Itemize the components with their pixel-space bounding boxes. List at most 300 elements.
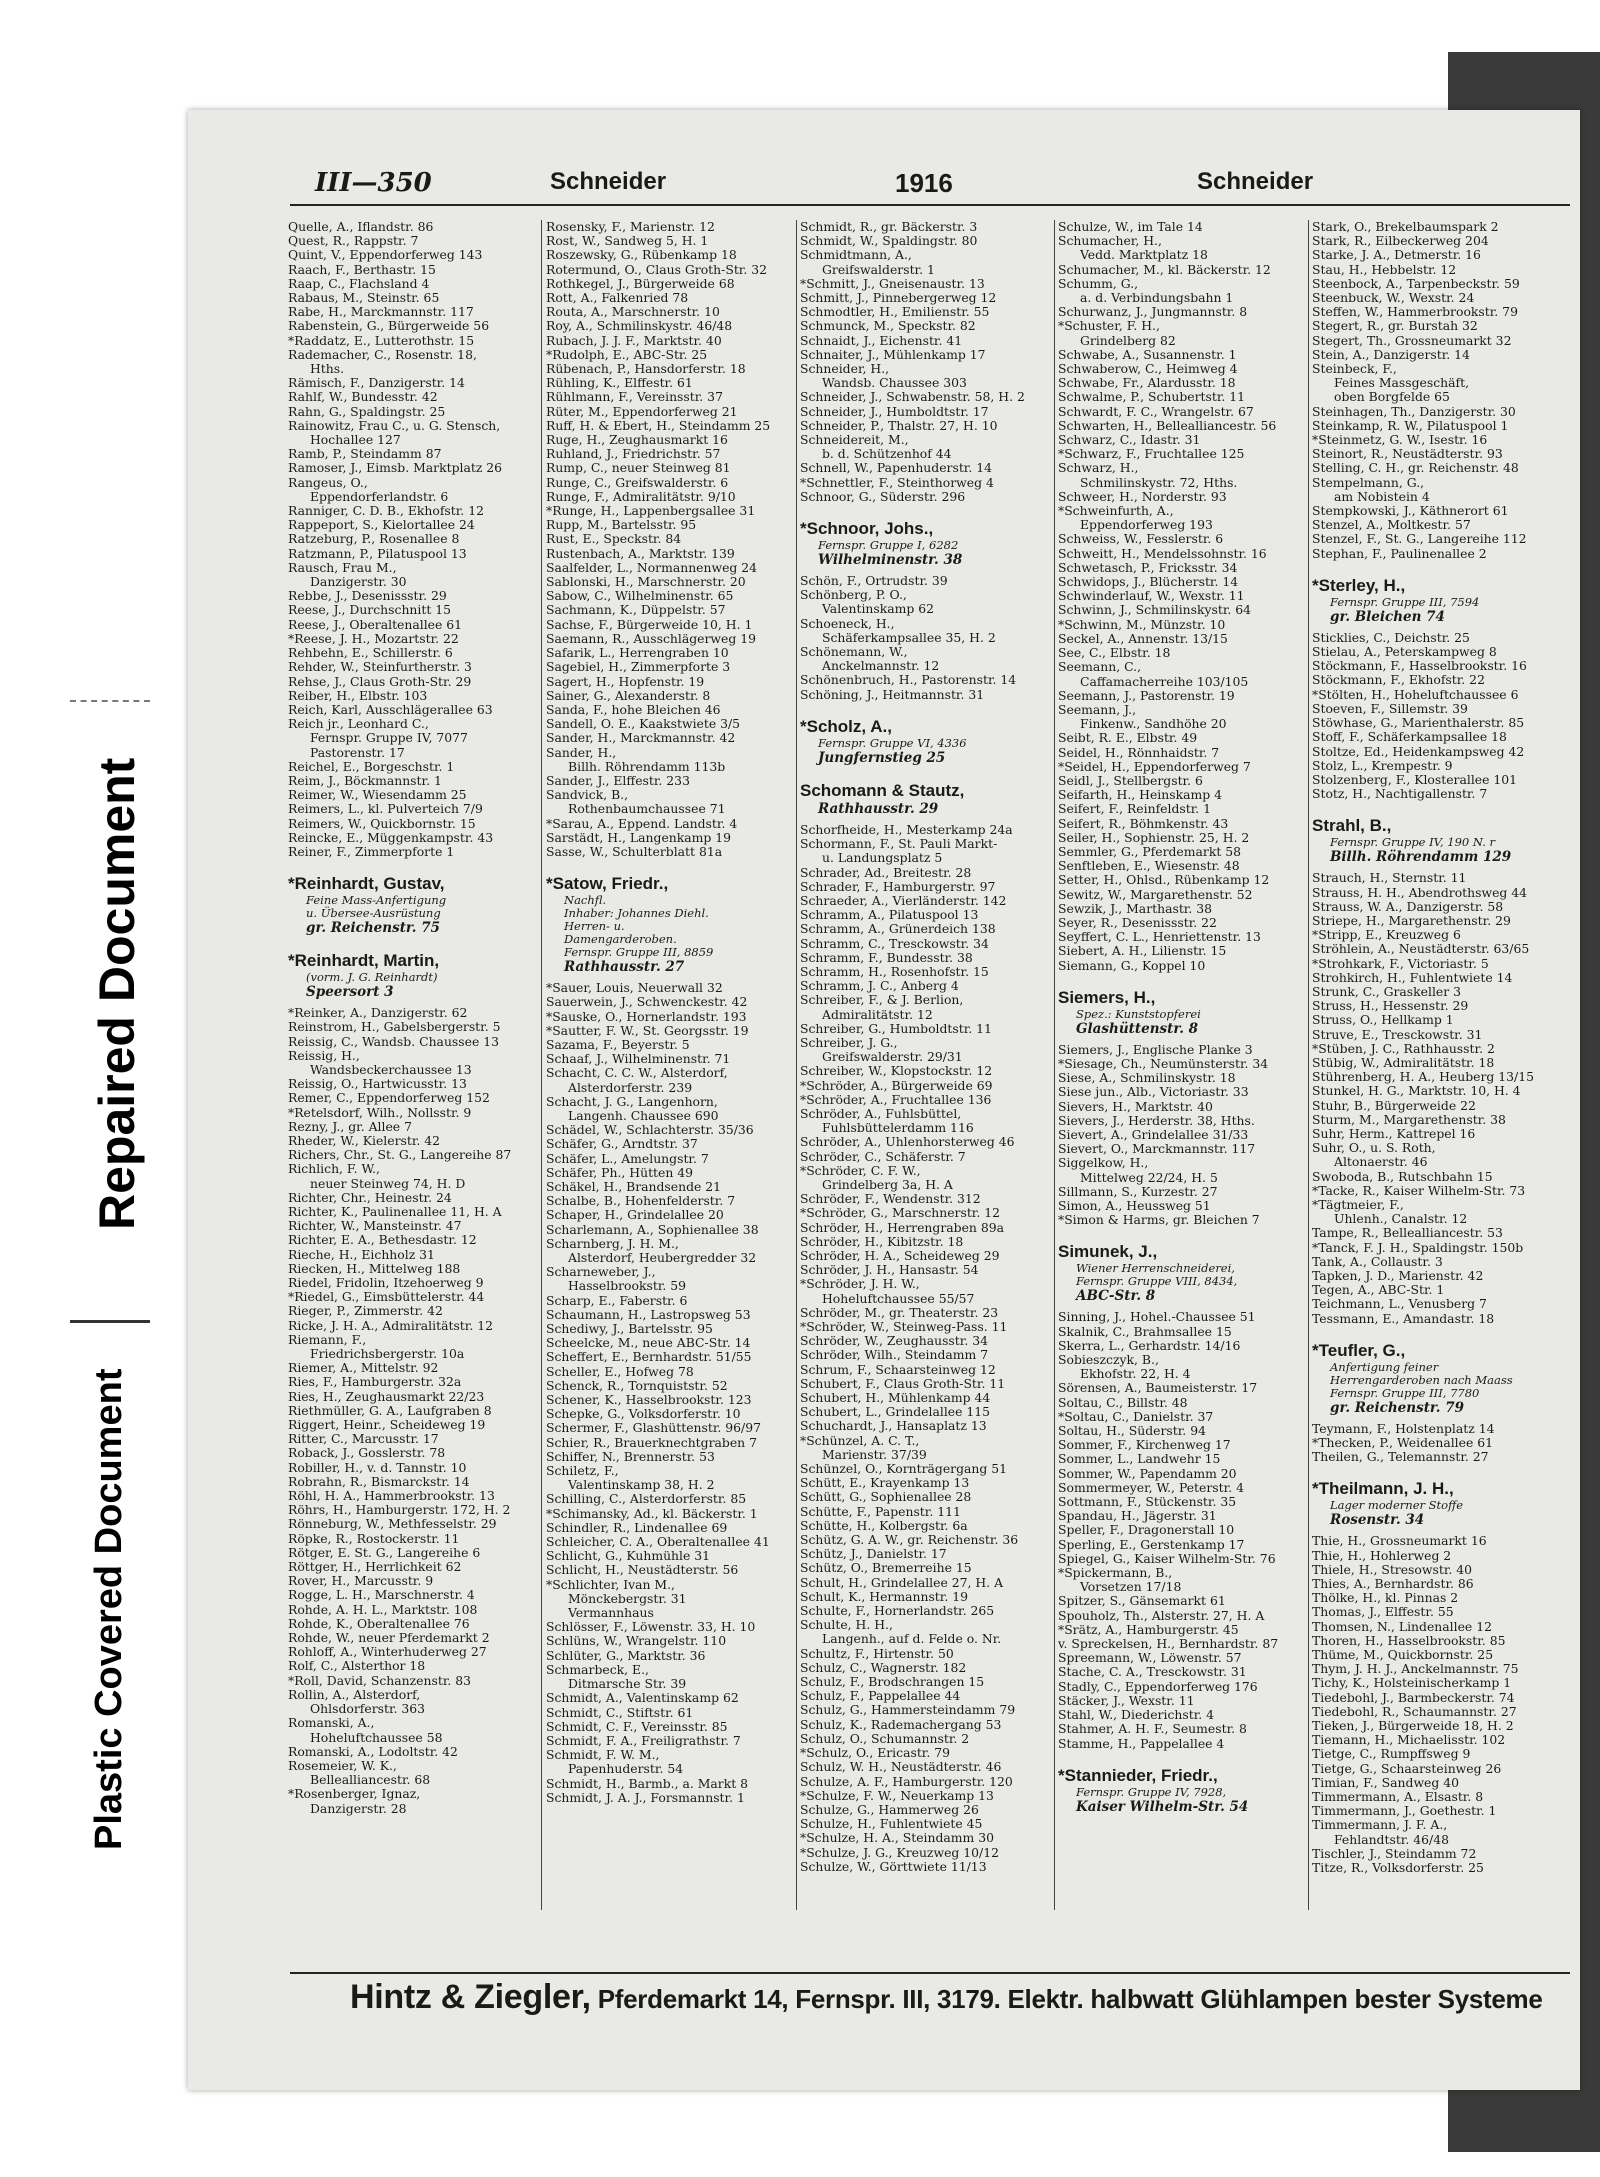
directory-entry: Schönenbruch, H., Pastorenstr. 14 xyxy=(800,673,1017,688)
directory-entry: Rainowitz, Frau C., u. G. Stensch, xyxy=(288,418,501,433)
directory-entry: Rupp, M., Bartelsstr. 95 xyxy=(546,518,697,533)
directory-entry: Schrum, F., Schaarsteinweg 12 xyxy=(800,1362,996,1377)
directory-entry: Skalnik, C., Brahmsallee 15 xyxy=(1058,1324,1232,1339)
directory-entry: Schröder, C., Schäferstr. 7 xyxy=(800,1149,966,1164)
directory-entry: Seibt, R. E., Elbstr. 49 xyxy=(1058,731,1198,746)
directory-entry: Schöning, J., Heitmannstr. 31 xyxy=(800,687,985,702)
directory-entry: Schormann, F., St. Pauli Markt- xyxy=(800,837,998,852)
directory-entry: Reich jr., Leonhard C., xyxy=(288,717,429,732)
directory-entry: *Schwarz, F., Fruchtallee 125 xyxy=(1058,447,1245,462)
directory-entry: Tietge, C., Rumpffsweg 9 xyxy=(1312,1747,1471,1762)
directory-entry: Titze, R., Volksdorferstr. 25 xyxy=(1312,1861,1484,1876)
directory-entry: Scharnberg, J. H. M., xyxy=(546,1236,679,1251)
directory-entry: Ranniger, C. D. B., Ekhofstr. 12 xyxy=(288,504,484,519)
directory-entry: *Schuster, F. H., xyxy=(1058,319,1160,334)
directory-entry: Teymann, F., Holstenplatz 14 xyxy=(1312,1421,1495,1436)
directory-entry: Tessmann, E., Amandastr. 18 xyxy=(1312,1311,1495,1326)
directory-entry: Sagebiel, H., Zimmerpforte 3 xyxy=(546,660,731,675)
advertisement-line: Fernspr. Gruppe IV, 190 N. r xyxy=(1330,835,1496,850)
directory-entry: Scharneweber, J., xyxy=(546,1265,656,1280)
directory-entry: Sachse, F., Bürgerweide 10, H. 1 xyxy=(546,617,753,632)
directory-entry: Ramb, P., Steindamm 87 xyxy=(288,447,442,462)
directory-entry: Theilen, G., Telemannstr. 27 xyxy=(1312,1450,1489,1465)
directory-entry: Ramoser, J., Eimsb. Marktplatz 26 xyxy=(288,461,503,476)
advertisement-line: Damengarderoben. xyxy=(564,932,677,947)
directory-entry: Reissig, H., xyxy=(288,1048,360,1063)
advertiser-name: Simunek, J., xyxy=(1058,1242,1158,1262)
directory-entry: Schneider, H., xyxy=(800,362,890,377)
directory-entry: Struss, O., Hellkamp 1 xyxy=(1312,1013,1454,1028)
directory-entry: Steinkamp, R. W., Pilatuspool 1 xyxy=(1312,418,1509,433)
directory-entry: Seiler, H., Sophienstr. 25, H. 2 xyxy=(1058,830,1250,845)
directory-entry: Schulz, F., Pappelallee 44 xyxy=(800,1689,961,1704)
advertisement-line: Jungfernstieg 25 xyxy=(818,749,946,766)
directory-entry: Stunkel, H. G., Marktstr. 10, H. 4 xyxy=(1312,1084,1521,1099)
directory-entry: Stoeven, F., Sillemstr. 39 xyxy=(1312,701,1468,716)
directory-entry: Reimers, L., kl. Pulverteich 7/9 xyxy=(288,802,483,817)
directory-entry: Schaumann, H., Lastropsweg 53 xyxy=(546,1307,751,1322)
directory-entry: Stache, C. A., Tresckowstr. 31 xyxy=(1058,1665,1247,1680)
directory-entry: Steinbeck, F., xyxy=(1312,362,1397,377)
directory-entry: Schalbe, B., Hohenfelderstr. 7 xyxy=(546,1194,736,1209)
header-left-word: Schneider xyxy=(550,168,667,195)
directory-entry: Schubert, L., Grindelallee 115 xyxy=(800,1405,991,1420)
directory-entry: Simon, A., Heussweg 51 xyxy=(1058,1199,1211,1213)
directory-entry: Schoeneck, H., xyxy=(800,616,895,631)
directory-entry: Schneider, J., Humboldtstr. 17 xyxy=(800,404,989,419)
directory-entry: Schmidt, H., Barmb., a. Markt 8 xyxy=(546,1776,749,1791)
directory-entry: Saalfelder, L., Normannenweg 24 xyxy=(546,560,758,575)
advertisement-entry xyxy=(1312,815,1574,865)
entry-continuation: Greifswalderstr. 1 xyxy=(822,262,935,277)
directory-entry: Schmidt, W., Spaldingstr. 80 xyxy=(800,234,978,249)
directory-entry: Roszewsky, G., Rübenkamp 18 xyxy=(546,248,737,263)
directory-entry: Schulz, O., Schumannstr. 2 xyxy=(800,1731,970,1746)
directory-entry: Suhr, O., u. S. Roth, xyxy=(1312,1141,1436,1156)
footer-company: Hintz & Ziegler, xyxy=(350,1978,591,2016)
directory-entry: *Seidel, H., Eppendorferweg 7 xyxy=(1058,759,1251,774)
entry-continuation: Grindelberg 82 xyxy=(1080,333,1176,348)
directory-entry: Rosensky, F., Marienstr. 12 xyxy=(546,220,715,234)
directory-entry: Sander, H., xyxy=(546,745,617,760)
directory-entry: Rahn, G., Spaldingstr. 25 xyxy=(288,404,446,419)
directory-entry: Rehbehn, E., Schillerstr. 6 xyxy=(288,646,453,661)
directory-entry: Seckel, A., Annenstr. 13/15 xyxy=(1058,631,1228,646)
directory-entry: Thölke, H., kl. Pinnas 2 xyxy=(1312,1591,1459,1606)
directory-entry: Schröder, H. A., Scheideweg 29 xyxy=(800,1248,1000,1263)
directory-entry: Schult, K., Hermannstr. 19 xyxy=(800,1589,968,1604)
directory-entry: Tiedebohl, J., Barmbeckerstr. 74 xyxy=(1312,1690,1515,1705)
directory-entry: Senftleben, E., Wiesenstr. 48 xyxy=(1058,859,1240,874)
directory-entry: Reese, J., Durchschnitt 15 xyxy=(288,603,452,618)
directory-entry: Schwabe, Fr., Alardusstr. 18 xyxy=(1058,376,1236,391)
directory-entry: Ratzmann, P., Pilatuspool 13 xyxy=(288,546,467,561)
entry-continuation: Fuhlsbüttelerdamm 116 xyxy=(822,1121,974,1136)
directory-entry: Rosemeier, W. K., xyxy=(288,1758,397,1773)
directory-entry: Tampe, R., Bellealliancestr. 53 xyxy=(1312,1226,1503,1241)
directory-entry: Sauerwein, J., Schwenckestr. 42 xyxy=(546,995,748,1010)
advertiser-name: *Reinhardt, Martin, xyxy=(288,951,440,971)
directory-entry: Schaper, H., Grindelallee 20 xyxy=(546,1208,724,1223)
directory-entry: Speller, F., Dragonerstall 10 xyxy=(1058,1523,1235,1538)
directory-entry: Schmidt, F. W. M., xyxy=(546,1748,660,1763)
directory-entry: Raap, C., Flachsland 4 xyxy=(288,276,430,291)
advertisement-line: Fernspr. Gruppe VIII, 8434, xyxy=(1076,1274,1238,1289)
directory-entry: Stahmer, A. H. F., Seumestr. 8 xyxy=(1058,1722,1247,1737)
directory-entry: Soltau, H., Süderstr. 94 xyxy=(1058,1424,1206,1439)
entry-continuation: Ditmarsche Str. 39 xyxy=(568,1677,687,1692)
directory-entry: Swoboda, B., Rutschbahn 15 xyxy=(1312,1169,1493,1184)
entry-continuation: Uhlenh., Canalstr. 12 xyxy=(1334,1212,1468,1227)
directory-entry: Schulte, H. H., xyxy=(800,1618,893,1633)
entry-continuation: Valentinskamp 62 xyxy=(822,602,935,617)
directory-entry: Reimers, W., Quickbornstr. 15 xyxy=(288,816,476,831)
directory-entry: *Schröder, J. H. W., xyxy=(800,1277,920,1292)
directory-entry: Thies, A., Bernhardstr. 86 xyxy=(1312,1577,1474,1592)
directory-entry: Schütz, G. A. W., gr. Reichenstr. 36 xyxy=(800,1533,1019,1548)
advertisement-entry xyxy=(1312,1478,1574,1528)
directory-entry: Schmidt, A., Valentinskamp 62 xyxy=(546,1691,739,1706)
advertisement-entry xyxy=(1058,1765,1304,1815)
directory-entry: Rotermund, O., Claus Groth-Str. 32 xyxy=(546,262,767,277)
directory-entry: Schönberg, P. O., xyxy=(800,588,907,603)
directory-entry: Strauch, H., Sternstr. 11 xyxy=(1312,871,1467,886)
directory-entry: Suhr, Herm., Kattrepel 16 xyxy=(1312,1126,1476,1141)
advertisement-line: Fernspr. Gruppe VI, 4336 xyxy=(818,735,967,750)
directory-entry: Spitzer, S., Gänsemarkt 61 xyxy=(1058,1594,1226,1609)
directory-entry: Steinort, R., Neustädterstr. 93 xyxy=(1312,447,1503,462)
directory-entry: Semmler, G., Pferdemarkt 58 xyxy=(1058,844,1242,859)
directory-entry: Stöckmann, F., Ekhofstr. 22 xyxy=(1312,673,1485,688)
directory-entry: Schlicht, H., Neustädterstr. 56 xyxy=(546,1563,739,1578)
directory-entry: *Schulze, J. G., Kreuzweg 10/12 xyxy=(800,1845,999,1860)
directory-entry: Teichmann, L., Venusberg 7 xyxy=(1312,1297,1487,1312)
entry-continuation: Langenh., auf d. Felde o. Nr. xyxy=(822,1632,1002,1647)
advertisement-entry xyxy=(1312,575,1574,625)
advertiser-name: *Theilmann, J. H., xyxy=(1312,1479,1454,1499)
directory-entry: Schult, H., Grindelallee 27, H. A xyxy=(800,1575,1004,1590)
directory-entry: Stührenberg, H. A., Heuberg 13/15 xyxy=(1312,1070,1534,1085)
directory-entry: Schütz, O., Bremerreihe 15 xyxy=(800,1561,972,1576)
directory-entry: Schön, F., Ortrudstr. 39 xyxy=(800,574,948,589)
header-right-word: Schneider xyxy=(1197,168,1314,195)
directory-entry: See, C., Elbstr. 18 xyxy=(1058,646,1171,661)
advertiser-name: *Teufler, G., xyxy=(1312,1340,1406,1360)
directory-entry: Seifarth, H., Heinskamp 4 xyxy=(1058,788,1222,803)
directory-entry: Sobieszczyk, B., xyxy=(1058,1353,1159,1368)
directory-entry: Remer, C., Eppendorferweg 152 xyxy=(288,1091,490,1106)
directory-entry: Spandau, H., Jägerstr. 31 xyxy=(1058,1509,1217,1524)
directory-entry: Stolzenberg, F., Klosterallee 101 xyxy=(1312,772,1518,787)
directory-entry: Richter, Chr., Heinestr. 24 xyxy=(288,1190,452,1205)
directory-entry: Schröder, F., Wendenstr. 312 xyxy=(800,1192,981,1207)
directory-entry: *Reinker, A., Danzigerstr. 62 xyxy=(288,1006,468,1021)
advertisement-entry xyxy=(546,873,792,975)
directory-entry: Steenbock, A., Tarpenbeckstr. 59 xyxy=(1312,276,1520,291)
advertisement-line: Wilhelminenstr. 38 xyxy=(818,552,963,569)
advertisement-entry xyxy=(800,716,1050,766)
directory-entry: Schnoor, G., Süderstr. 296 xyxy=(800,489,966,504)
entry-continuation: Alsterdorf, Heubergredder 32 xyxy=(568,1251,757,1265)
directory-entry: Rühlmann, F., Vereinsstr. 37 xyxy=(546,390,723,405)
directory-entry: Rahlf, W., Bundesstr. 42 xyxy=(288,390,438,405)
entry-continuation: Ekhofstr. 22, H. 4 xyxy=(1080,1367,1191,1382)
directory-entry: Rolf, C., Alsterthor 18 xyxy=(288,1659,426,1674)
directory-entry: *Schnettler, F., Steinthorweg 4 xyxy=(800,475,994,490)
directory-entry: Schmidt, F. A., Freiligrathstr. 7 xyxy=(546,1733,741,1748)
directory-entry: Stolz, L., Krempestr. 9 xyxy=(1312,758,1453,773)
directory-entry: Riemann, F., xyxy=(288,1332,367,1347)
directory-entry: Routa, A., Marschnerstr. 10 xyxy=(546,305,720,320)
directory-entry: *Strohkark, F., Victoriastr. 5 xyxy=(1312,956,1489,971)
directory-entry: Schacht, C. C. W., Alsterdorf, xyxy=(546,1066,728,1081)
directory-entry: Stübig, W., Admiralitätstr. 18 xyxy=(1312,1055,1495,1070)
advertisement-line: (vorm. J. G. Reinhardt) xyxy=(306,970,438,985)
directory-entry: Ries, H., Zeughausmarkt 22/23 xyxy=(288,1389,485,1404)
directory-entry: Schramm, H., Rosenhofstr. 15 xyxy=(800,964,989,979)
directory-entry: Schulz, G., Hammersteindamm 79 xyxy=(800,1703,1016,1718)
advertisement-line: Feine Mass-Anfertigung xyxy=(306,893,447,908)
directory-entry: Reiber, H., Elbstr. 103 xyxy=(288,688,428,703)
directory-entry: *Sarau, A., Eppend. Landstr. 4 xyxy=(546,816,738,831)
directory-entry: Stark, O., Brekelbaumspark 2 xyxy=(1312,220,1499,234)
directory-entry: Rabaus, M., Steinstr. 65 xyxy=(288,291,440,306)
entry-continuation: Feines Massgeschäft, xyxy=(1334,376,1470,391)
directory-entry: Reichel, E., Borgeschstr. 1 xyxy=(288,759,455,774)
directory-entry: Schwabe, A., Susannenstr. 1 xyxy=(1058,347,1237,362)
directory-entry: Strauss, H. H., Abendrothsweg 44 xyxy=(1312,885,1528,900)
directory-entry: Striepe, H., Margarethenstr. 29 xyxy=(1312,913,1511,928)
entry-continuation: am Nobistein 4 xyxy=(1334,489,1430,504)
directory-entry: *Schröder, G., Marschnerstr. 12 xyxy=(800,1206,1001,1221)
directory-entry: Ruff, H. & Ebert, H., Steindamm 25 xyxy=(546,418,771,433)
directory-entry: Setter, H., Ohlsd., Rübenkamp 12 xyxy=(1058,873,1270,888)
directory-column-1 xyxy=(288,220,536,1930)
directory-entry: Siggelkow, H., xyxy=(1058,1156,1149,1171)
advertisement-entry xyxy=(1058,987,1304,1037)
directory-entry: Schreiber, G., Humboldtstr. 11 xyxy=(800,1021,992,1036)
directory-entry: Sievers, J., Herderstr. 38, Hths. xyxy=(1058,1113,1255,1128)
entry-continuation: Danzigerstr. 30 xyxy=(310,575,407,590)
advertisement-line: Lager moderner Stoffe xyxy=(1330,1498,1464,1513)
page-number: III—350 xyxy=(315,168,432,198)
directory-entry: Schmidt, J. A. J., Forsmannstr. 1 xyxy=(546,1790,745,1805)
directory-entry: *Simon & Harms, gr. Bleichen 7 xyxy=(1058,1213,1260,1228)
column-divider xyxy=(541,220,542,1910)
directory-entry: Rademacher, C., Rosenstr. 18, xyxy=(288,347,477,362)
directory-entry: Schmunck, M., Speckstr. 82 xyxy=(800,319,976,334)
directory-entry: Sabow, C., Wilhelminenstr. 65 xyxy=(546,589,734,604)
directory-entry: Schmidt, C. F., Vereinsstr. 85 xyxy=(546,1719,728,1734)
advertisement-line: Rathhausstr. 29 xyxy=(818,800,939,817)
directory-entry: *Sauer, Louis, Neuerwall 32 xyxy=(546,981,723,996)
directory-entry: Schramm, J. C., Anberg 4 xyxy=(800,979,959,994)
directory-entry: Safarik, L., Herrengraben 10 xyxy=(546,646,729,661)
advertisement-entry xyxy=(1312,1340,1574,1416)
directory-entry: *Steinmetz, G. W., Isestr. 16 xyxy=(1312,433,1488,448)
directory-entry: Sievers, H., Marktstr. 40 xyxy=(1058,1099,1213,1114)
directory-entry: Scheelcke, M., neue ABC-Str. 14 xyxy=(546,1336,751,1351)
directory-entry: Soltau, C., Billstr. 48 xyxy=(1058,1395,1188,1410)
directory-entry: *Schröder, A., Bürgerweide 69 xyxy=(800,1078,993,1093)
directory-entry: *Roll, David, Schanzenstr. 83 xyxy=(288,1673,472,1688)
directory-entry: Stegert, Th., Grossneumarkt 32 xyxy=(1312,333,1512,348)
directory-entry: Rehse, J., Claus Groth-Str. 29 xyxy=(288,674,472,689)
directory-entry: Rohloff, A., Winterhuderweg 27 xyxy=(288,1645,487,1660)
directory-entry: *Sauske, O., Hornerlandstr. 193 xyxy=(546,1009,747,1024)
directory-entry: Tapken, J. D., Marienstr. 42 xyxy=(1312,1269,1484,1283)
directory-entry: Schröder, A., Uhlenhorsterweg 46 xyxy=(800,1135,1015,1150)
directory-entry: Schraeder, A., Vierländerstr. 142 xyxy=(800,893,1007,908)
directory-entry: Tegen, A., ABC-Str. 1 xyxy=(1312,1283,1445,1298)
directory-entry: Rover, H., Marcusstr. 9 xyxy=(288,1574,434,1589)
directory-entry: Sachmann, K., Düppelstr. 57 xyxy=(546,603,726,618)
advertiser-name: *Satow, Friedr., xyxy=(546,874,669,894)
advertiser-name: *Schnoor, Johs., xyxy=(800,519,934,539)
directory-entry: Ries, F., Hamburgerstr. 32a xyxy=(288,1375,462,1390)
entry-continuation: Eppendorferweg 193 xyxy=(1080,518,1213,533)
directory-entry: Schurwanz, J., Jungmannstr. 8 xyxy=(1058,305,1248,320)
directory-entry: Seyffert, C. L., Henriettenstr. 13 xyxy=(1058,930,1261,945)
directory-entry: Rabe, H., Marckmannstr. 117 xyxy=(288,305,474,320)
directory-entry: Rubach, J. J. F., Marktstr. 40 xyxy=(546,333,722,348)
directory-entry: Scharp, E., Faberstr. 6 xyxy=(546,1293,688,1308)
directory-entry: Strunk, C., Graskeller 3 xyxy=(1312,984,1462,999)
directory-entry: Sörensen, A., Baumeisterstr. 17 xyxy=(1058,1381,1258,1396)
directory-entry: Schaaf, J., Wilhelminenstr. 71 xyxy=(546,1052,731,1067)
directory-entry: Rämisch, F., Danzigerstr. 14 xyxy=(288,376,465,391)
directory-entry: Quelle, A., Iflandstr. 86 xyxy=(288,220,434,234)
entry-continuation: Marienstr. 37/39 xyxy=(822,1447,927,1462)
directory-entry: Roback, J., Gosslerstr. 78 xyxy=(288,1446,446,1461)
advertisement-line: Anfertigung feiner xyxy=(1330,1359,1439,1374)
entry-continuation: Caffamacherreihe 103/105 xyxy=(1080,674,1249,689)
directory-entry: *Schulze, F. W., Neuerkamp 13 xyxy=(800,1788,994,1803)
directory-entry: Quest, R., Rappstr. 7 xyxy=(288,234,419,249)
directory-entry: *Schulze, H. A., Steindamm 30 xyxy=(800,1831,994,1846)
directory-entry: *Stripp, E., Kreuzweg 6 xyxy=(1312,928,1461,943)
directory-entry: Schacht, J. G., Langenhorn, xyxy=(546,1094,718,1109)
directory-entry: Steffen, W., Hammerbrookstr. 79 xyxy=(1312,305,1518,320)
directory-entry: Riedel, Fridolin, Itzehoerweg 9 xyxy=(288,1276,484,1290)
directory-entry: Schweitt, H., Mendelssohnstr. 16 xyxy=(1058,546,1267,561)
directory-entry: Tank, A., Collaustr. 3 xyxy=(1312,1254,1443,1269)
advertisement-line: Fernspr. Gruppe I, 6282 xyxy=(818,538,959,553)
directory-entry: Seyer, R., Desenissstr. 22 xyxy=(1058,915,1217,930)
entry-continuation: Ohlsdorferstr. 363 xyxy=(310,1702,426,1717)
directory-entry: Rieger, P., Zimmerstr. 42 xyxy=(288,1304,443,1319)
advertiser-name: Strahl, B., xyxy=(1312,816,1392,836)
directory-entry: Reissig, C., Wandsb. Chaussee 13 xyxy=(288,1034,500,1049)
directory-entry: Schulte, F., Hornerlandstr. 265 xyxy=(800,1604,995,1619)
advertisement-line: Herren- u. xyxy=(564,919,625,934)
directory-entry: *Schünzel, A. C. T., xyxy=(800,1433,920,1448)
directory-entry: Schmitt, J., Pinnebergerweg 12 xyxy=(800,291,997,306)
entry-continuation: Fehlandtstr. 46/48 xyxy=(1334,1832,1449,1847)
directory-entry: Stark, R., Eilbeckerweg 204 xyxy=(1312,234,1489,249)
directory-entry: Schramm, C., Tresckowstr. 34 xyxy=(800,936,989,951)
directory-entry: Seifert, F., Reinfeldstr. 1 xyxy=(1058,802,1212,817)
directory-entry: Schlüns, W., Wrangelstr. 110 xyxy=(546,1634,727,1649)
directory-entry: *Spickermann, B., xyxy=(1058,1566,1173,1581)
directory-entry: Timian, F., Sandweg 40 xyxy=(1312,1775,1460,1790)
directory-entry: *Sautter, F. W., St. Georgsstr. 19 xyxy=(546,1023,749,1038)
directory-entry: Skerra, L., Gerhardstr. 14/16 xyxy=(1058,1338,1241,1353)
directory-entry: Starke, J. A., Detmerstr. 16 xyxy=(1312,248,1481,263)
directory-entry: Sazama, F., Beyerstr. 5 xyxy=(546,1037,690,1052)
directory-column-3 xyxy=(800,220,1050,1930)
directory-entry: Stephan, F., Paulinenallee 2 xyxy=(1312,546,1487,561)
directory-entry: Seidel, H., Rönnhaidstr. 7 xyxy=(1058,745,1220,760)
directory-entry: Runge, C., Greifswalderstr. 6 xyxy=(546,475,729,490)
directory-entry: Ratzeburg, P., Rosenallee 8 xyxy=(288,532,460,547)
directory-entry: Thomas, J., Elffestr. 55 xyxy=(1312,1605,1454,1620)
directory-entry: *Runge, H., Lappenbergsallee 31 xyxy=(546,504,756,519)
directory-entry: Schröder, M., gr. Theaterstr. 23 xyxy=(800,1305,999,1320)
directory-entry: Richter, E. A., Bethesdastr. 12 xyxy=(288,1233,477,1248)
directory-entry: Schumacher, H., xyxy=(1058,234,1162,249)
directory-entry: Schmarbeck, E., xyxy=(546,1662,649,1677)
directory-entry: Siese jun., Alb., Victoriastr. 33 xyxy=(1058,1085,1249,1100)
directory-entry: Stahl, W., Diederichstr. 4 xyxy=(1058,1708,1215,1723)
directory-entry: Schier, R., Brauerknechtgraben 7 xyxy=(546,1435,757,1450)
directory-entry: Tischler, J., Steindamm 72 xyxy=(1312,1846,1477,1861)
entry-continuation: Papenhuderstr. 54 xyxy=(568,1762,684,1777)
directory-entry: Schwalme, P., Schubertstr. 11 xyxy=(1058,390,1246,405)
entry-continuation: Finkenw., Sandhöhe 20 xyxy=(1080,717,1227,732)
directory-entry: Schreiber, W., Klopstockstr. 12 xyxy=(800,1064,993,1079)
directory-entry: Seemann, J., xyxy=(1058,702,1137,717)
column-divider xyxy=(1308,220,1309,1910)
entry-continuation: Billh. Röhrendamm 113b xyxy=(568,759,726,774)
directory-entry: Stempelmann, G., xyxy=(1312,475,1425,490)
directory-entry: Röttger, H., Herrlichkeit 62 xyxy=(288,1560,462,1575)
entry-continuation: oben Borgfelde 65 xyxy=(1334,390,1450,405)
directory-entry: Stoff, F., Schäferkampsallee 18 xyxy=(1312,730,1507,745)
directory-entry: Schmidt, R., gr. Bäckerstr. 3 xyxy=(800,220,978,234)
advertisement-line: ABC-Str. 8 xyxy=(1076,1288,1156,1305)
directory-entry: Schumm, G., xyxy=(1058,276,1139,291)
advertisement-line: gr. Bleichen 74 xyxy=(1330,608,1445,625)
directory-entry: Rieche, H., Eichholz 31 xyxy=(288,1247,435,1262)
directory-entry: Stuhr, B., Bürgerweide 22 xyxy=(1312,1098,1476,1113)
directory-entry: Sottmann, F., Stückenstr. 35 xyxy=(1058,1495,1237,1510)
directory-entry: Rott, A., Falkenried 78 xyxy=(546,291,689,306)
directory-entry: Thie, H., Hohlerweg 2 xyxy=(1312,1548,1452,1563)
directory-entry: Sillmann, S., Kurzestr. 27 xyxy=(1058,1184,1218,1199)
directory-entry: Thoren, H., Hasselbrookstr. 85 xyxy=(1312,1633,1506,1648)
directory-entry: Schulze, H., Fuhlentwiete 45 xyxy=(800,1817,983,1832)
directory-entry: Sievert, O., Marckmannstr. 117 xyxy=(1058,1142,1256,1157)
directory-entry: *Soltau, C., Danielstr. 37 xyxy=(1058,1409,1214,1424)
directory-entry: Stamme, H., Pappelallee 4 xyxy=(1058,1736,1225,1751)
directory-entry: Stau, H., Hebbelstr. 12 xyxy=(1312,262,1457,277)
entry-continuation: Bellealliancestr. 68 xyxy=(310,1773,431,1788)
directory-entry: *Retelsdorf, Wilh., Nollsstr. 9 xyxy=(288,1105,472,1120)
advertiser-name: *Stannieder, Friedr., xyxy=(1058,1765,1218,1785)
directory-entry: Tietge, G., Schaarsteinweg 26 xyxy=(1312,1761,1502,1776)
directory-entry: Reim, J., Böckmannstr. 1 xyxy=(288,773,442,788)
directory-entry: Struve, E., Tresckowstr. 31 xyxy=(1312,1027,1483,1042)
directory-entry: Thüme, M., Quickbornstr. 25 xyxy=(1312,1648,1494,1663)
directory-entry: Schubert, H., Mühlenkamp 44 xyxy=(800,1391,991,1406)
directory-entry: Sandvick, B., xyxy=(546,788,629,803)
advertisement-line: Billh. Röhrendamm 129 xyxy=(1330,849,1512,866)
directory-entry: Timmermann, A., Elsastr. 8 xyxy=(1312,1790,1484,1805)
directory-entry: Schediwy, J., Bartelsstr. 95 xyxy=(546,1322,713,1337)
directory-entry: Schindler, R., Lindenallee 69 xyxy=(546,1520,728,1535)
directory-entry: Rohde, A. H. L., Marktstr. 108 xyxy=(288,1602,478,1617)
